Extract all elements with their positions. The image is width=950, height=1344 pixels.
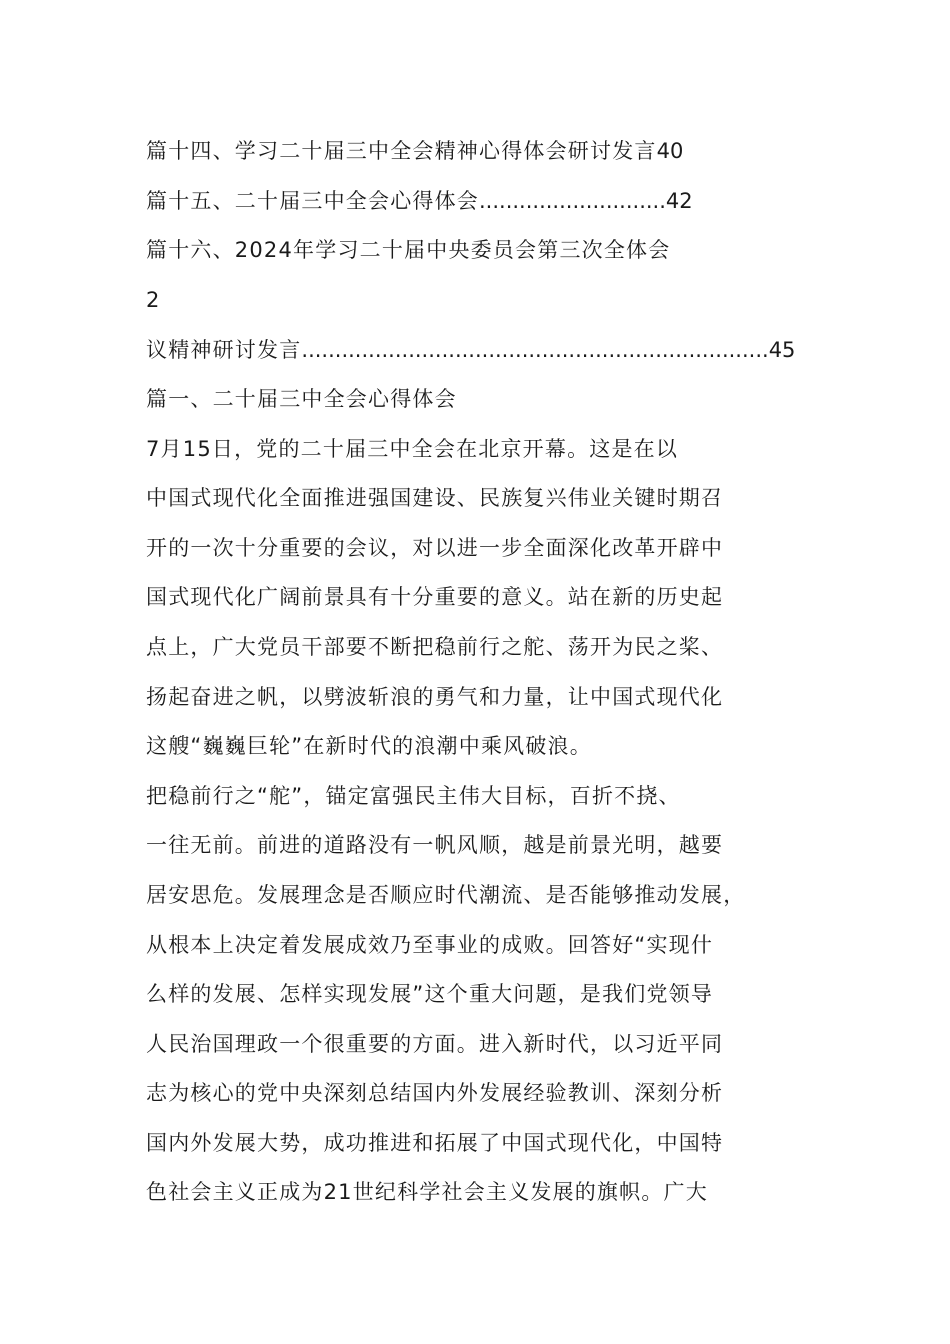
body-line: 人民治国理政一个很重要的方面。进入新时代，以习近平同 [146, 1032, 724, 1056]
body-line: 把稳前行之“舵”，锚定富强民主伟大目标，百折不挠、 [146, 784, 681, 808]
toc-leader-dots: ............................ [479, 189, 666, 213]
article-heading: 篇一、二十届三中全会心得体会 [146, 387, 457, 411]
body-line: 么样的发展、怎样实现发展”这个重大问题，是我们党领导 [146, 982, 714, 1006]
toc-entry-page: 45 [768, 338, 796, 362]
body-line: 中国式现代化全面推进强国建设、民族复兴伟业关键时期召 [146, 486, 724, 510]
body-line: 点上，广大党员干部要不断把稳前行之舵、荡开为民之桨、 [146, 635, 724, 659]
body-line: 7月15日，党的二十届三中全会在北京开幕。这是在以 [146, 437, 679, 461]
toc-entry-14[interactable] [146, 137, 683, 165]
body-line: 国式现代化广阔前景具有十分重要的意义。站在新的历史起 [146, 585, 724, 609]
body-line: 这艘“巍巍巨轮”在新时代的浪潮中乘风破浪。 [146, 734, 592, 758]
toc-entry-title: 篇十五、二十届三中全会心得体会 [146, 189, 479, 213]
body-line: 从根本上决定着发展成效乃至事业的成败。回答好“实现什 [146, 933, 714, 957]
body-line: 色社会主义正成为21世纪科学社会主义发展的旗帜。广大 [146, 1180, 708, 1204]
body-line: 一往无前。前进的道路没有一帆风顺，越是前景光明，越要 [146, 833, 724, 857]
toc-entry-title: 篇十六、2024年学习二十届中央委员会第三次全体会 [146, 238, 671, 262]
body-line: 扬起奋进之帆，以劈波斩浪的勇气和力量，让中国式现代化 [146, 685, 724, 709]
body-line: 国内外发展大势，成功推进和拓展了中国式现代化，中国特 [146, 1131, 724, 1155]
body-line: 志为核心的党中央深刻总结国内外发展经验教训、深刻分析 [146, 1081, 724, 1105]
toc-leader-dots: ...................................................................... [301, 338, 769, 362]
body-line: 居安思危。发展理念是否顺应时代潮流、是否能够推动发展， [146, 883, 746, 907]
body-line: 开的一次十分重要的会议，对以进一步全面深化改革开辟中 [146, 536, 724, 560]
toc-entry-16[interactable] [146, 236, 670, 264]
toc-entry-page: 42 [665, 189, 693, 213]
toc-entry-15[interactable] [146, 187, 693, 215]
toc-entry-title: 议精神研讨发言 [146, 338, 302, 362]
toc-entry-16-continued[interactable] [146, 336, 795, 364]
toc-entry-title: 篇十四、学习二十届三中全会精神心得体会研讨发言 [146, 139, 657, 163]
toc-entry-page: 40 [656, 139, 684, 163]
page-number-marker: 2 [146, 288, 161, 312]
